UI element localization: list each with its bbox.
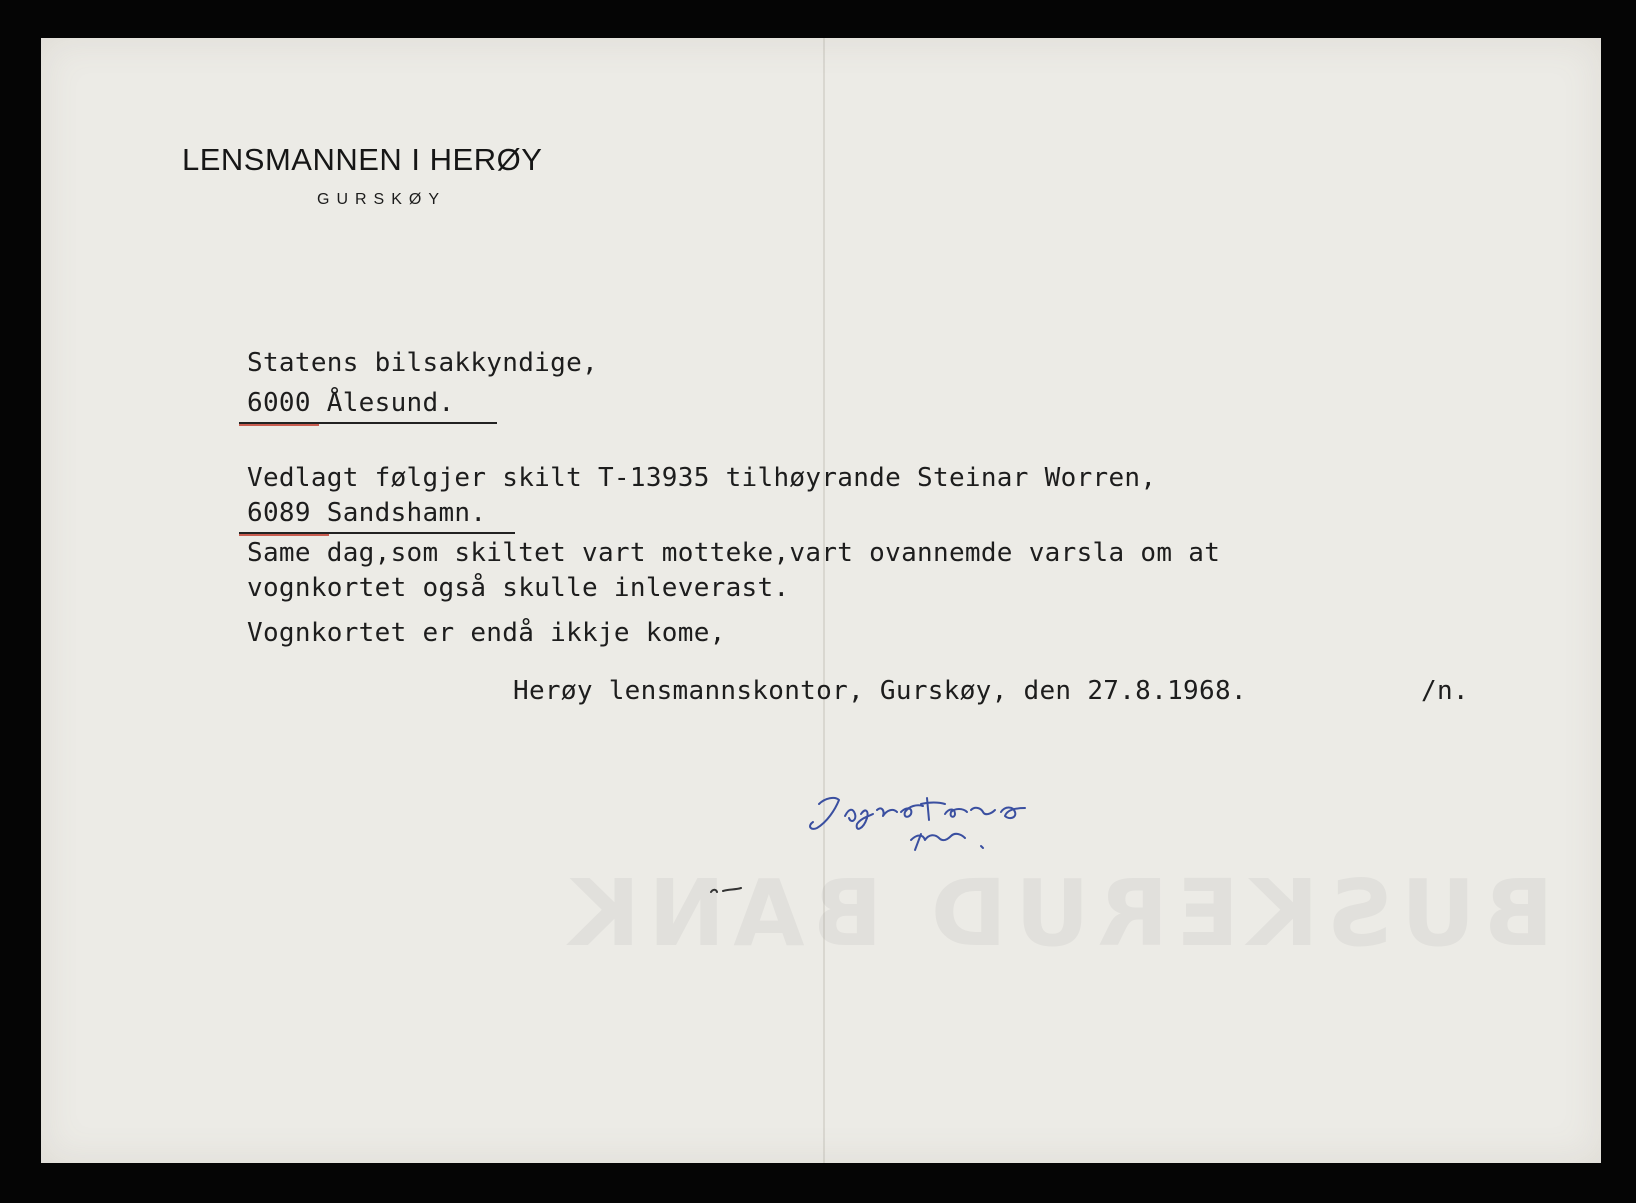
closing-place-date: Herøy lensmannskontor, Gurskøy, den 27.8.1968. bbox=[513, 676, 1247, 706]
handwritten-signature bbox=[805, 790, 1065, 875]
body-line-5: Vognkortet er endå ikkje kome, bbox=[247, 618, 726, 648]
letterhead-title: LENSMANNEN I HERØY bbox=[182, 142, 543, 177]
recipient-underline-red bbox=[239, 424, 319, 426]
body-line-2: 6089 Sandshamn. bbox=[247, 498, 487, 528]
small-ink-mark bbox=[707, 884, 747, 903]
bleed-through-text: BUSKERUD BANK bbox=[561, 860, 1554, 967]
recipient-line-2: 6000 Ålesund. bbox=[247, 388, 455, 418]
body-line-1: Vedlagt følgjer skilt T-13935 tilhøyrande Steinar Worren, bbox=[247, 463, 1157, 493]
body-line-3: Same dag,som skiltet vart motteke,vart ovannemde varsla om at bbox=[247, 538, 1221, 568]
closing-initials: /n. bbox=[1421, 676, 1469, 706]
recipient-line-1: Statens bilsakkyndige, bbox=[247, 348, 598, 378]
body-line-4: vognkortet også skulle inleverast. bbox=[247, 573, 790, 603]
letter-paper bbox=[41, 38, 1601, 1163]
paper-fold bbox=[823, 38, 825, 1163]
letterhead-subtitle: GURSKØY bbox=[317, 191, 447, 208]
body-underline-red bbox=[239, 534, 329, 536]
